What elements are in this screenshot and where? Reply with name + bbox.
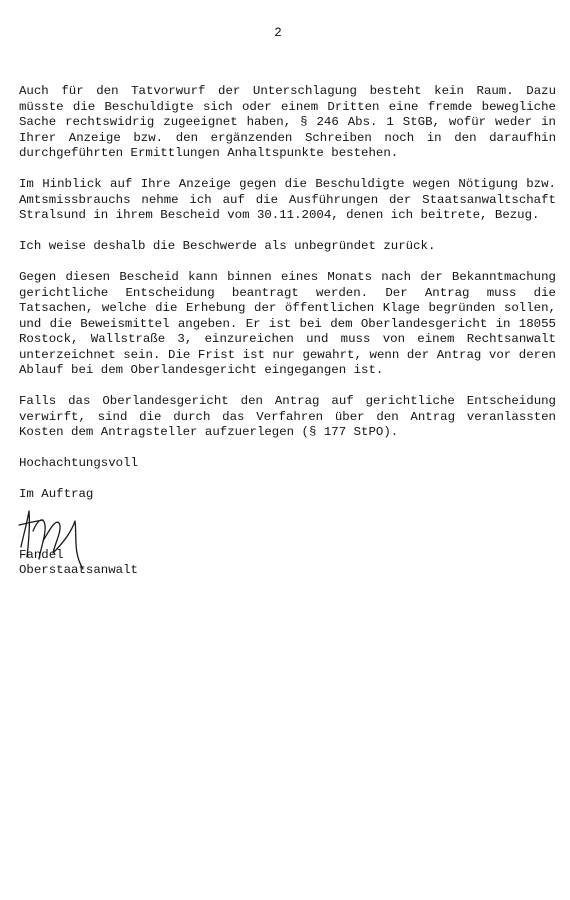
paragraph-unterschlagung: Auch für den Tatvorwurf der Unterschlagung besteht kein Raum. Dazu müsste die Beschuldigte sich oder einem Dritten eine fremde bewegliche Sache rechtswidrig zugeeignet haben, § 246 Abs. 1 StGB, wofür weder in Ihrer Anzeige bzw. den ergänzenden Schreiben noch in den daraufhin durchgeführten Ermittlungen Anhaltspunkte bestehen. xyxy=(19,84,556,160)
page-number: 2 xyxy=(274,26,282,40)
paragraph-decision: Ich weise deshalb die Beschwerde als unbegründet zurück. xyxy=(19,239,436,253)
signature-block xyxy=(19,503,556,581)
letter-body xyxy=(19,84,556,581)
on-behalf-line: Im Auftrag xyxy=(19,487,94,501)
paragraph-costs: Falls das Oberlandesgericht den Antrag auf gerichtliche Entscheidung verwirft, sind die durch das Verfahren über den Antrag veranlassten Kosten dem Antragsteller aufzuerlegen (§ 177 StPO). xyxy=(19,394,556,439)
paragraph-legal-remedy: Gegen diesen Bescheid kann binnen eines Monats nach der Bekanntmachung gerichtliche Entscheidung beantragt werden. Der Antrag muss die Tatsachen, welche die Erhebung der öffentlichen Klage begründen sollen, und die Beweismittel angeben. Er ist bei dem Oberlandesgericht in 18055 Rostock, Wallstraße 3, einzureichen und muss von einem Rechtsanwalt unterzeichnet sein. Die Frist ist nur gewahrt, wenn der Antrag vor deren Ablauf bei dem Oberlandesgericht eingegangen ist. xyxy=(19,270,556,377)
signer-name: Fandel xyxy=(19,547,64,562)
signer-title: Oberstaatsanwalt xyxy=(19,562,138,577)
closing-salutation: Hochachtungsvoll xyxy=(19,456,138,470)
paragraph-noetigung: Im Hinblick auf Ihre Anzeige gegen die Beschuldigte wegen Nötigung bzw. Amtsmissbrauchs nehme ich auf die Ausführungen der Staatsanwaltschaft Stralsund in ihrem Bescheid vom 30.11.2004, denen ich beitrete, Bezug. xyxy=(19,177,556,222)
